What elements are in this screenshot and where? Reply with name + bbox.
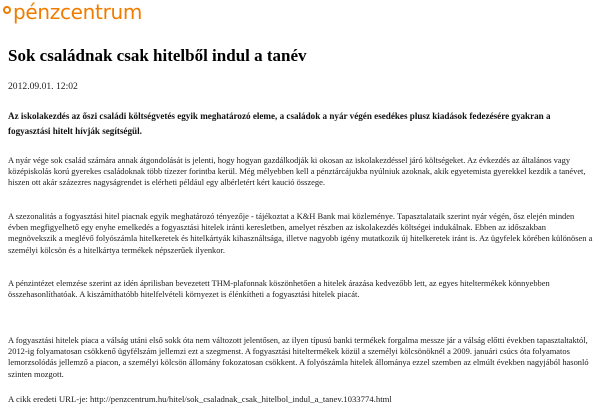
source-link[interactable]: http://penzcentrum.hu/hitel/sok_csaladnak_csak_hitelbol_indul_a_tanev.1033774.html [90, 394, 392, 404]
logo-mark-icon [3, 6, 11, 14]
article-paragraph-1: A nyár vége sok család számára annak átgondolását is jelenti, hogy hogyan gazdálkodják ki okosan az iskolakezdéssel járó költségeket. Az évkezdés az általános vagy középiskolás korú gyerekes családoknak több tízezer forintba kerül. Még mélyebben kell a pénztárcájukba nyúlniuk azoknak, akik egyetemista gyerekkel kezdik a tanévet, hiszen ott akár százezres nagyságrendet is elérheti például egy albérletért kért kaució összege. [8, 155, 586, 188]
article-paragraph-2: A szezonalitás a fogyasztási hitel piacnak egyik meghatározó tényezője - tájékoztat a K&H Bank mai közleménye. Tapasztalataik szerint nyár végén, ősz elején minden évben megfigyelhető egy enyhe emelkedés a fogyasztási hitelek iránti keresletben, amelyet részben az iskolakezdés költségei indukálnak. Ebben az időszakban megnövekszik a meglévő folyószámla hitelkeretek és hitelkártyák kihasználtsága, illetve nagyobb igény mutatkozik új hitelkeretek iránt is. Az ügyfelek körében különösen a személyi kölcsön és a hitelkártya termékek népszerűek ilyenkor. [8, 211, 593, 255]
source-line [8, 394, 392, 405]
source-label: A cikk eredeti URL-je: [8, 394, 91, 404]
article-date: 2012.09.01. 12:02 [8, 81, 78, 92]
article-paragraph-3: A pénzintézet elemzése szerint az idén áprilisban bevezetett THM-plafonnak köszönhetően a hitelek árazása kedvezőbb lett, az egyes hiteltermékek könnyebben összehasonlíthatóak. A kiszámíthatóbb hitelfelvételi környezet is élénkítheti a fogyasztási hitelek piacát. [8, 278, 550, 300]
logo-text: pénzcentrum [13, 0, 143, 24]
site-logo[interactable] [3, 1, 142, 27]
article-paragraph-4: A fogyasztási hitelek piaca a válság utáni első sokk óta nem változott jelentősen, az ilyen típusú banki termékek forgalma messze jár a válság előtti években tapasztaltaktól, 2012-ig folyamatosan csökkenő ügyfélszám jellemzi ezt a szegmenst. A fogyasztási hiteltermékek közül a személyi kölcsönöknél a 2009. januári csúcs óta folyamatos lemorzsolódás jellemző a piacon, a személyi kölcsön állomány fokozatosan csökkent. A folyószámla hitelek állománya ezzel szemben az elmúlt években nagyjából hasonló szinten mozgott. [8, 335, 589, 379]
article-lead: Az iskolakezdés az őszi családi költségvetés egyik meghatározó eleme, a családok a nyár végén esedékes plusz kiadások fedezésére gyakran a fogyasztási hitelt hívják segítségül. [8, 111, 551, 136]
article-title: Sok családnak csak hitelből indul a tanév [8, 46, 307, 65]
